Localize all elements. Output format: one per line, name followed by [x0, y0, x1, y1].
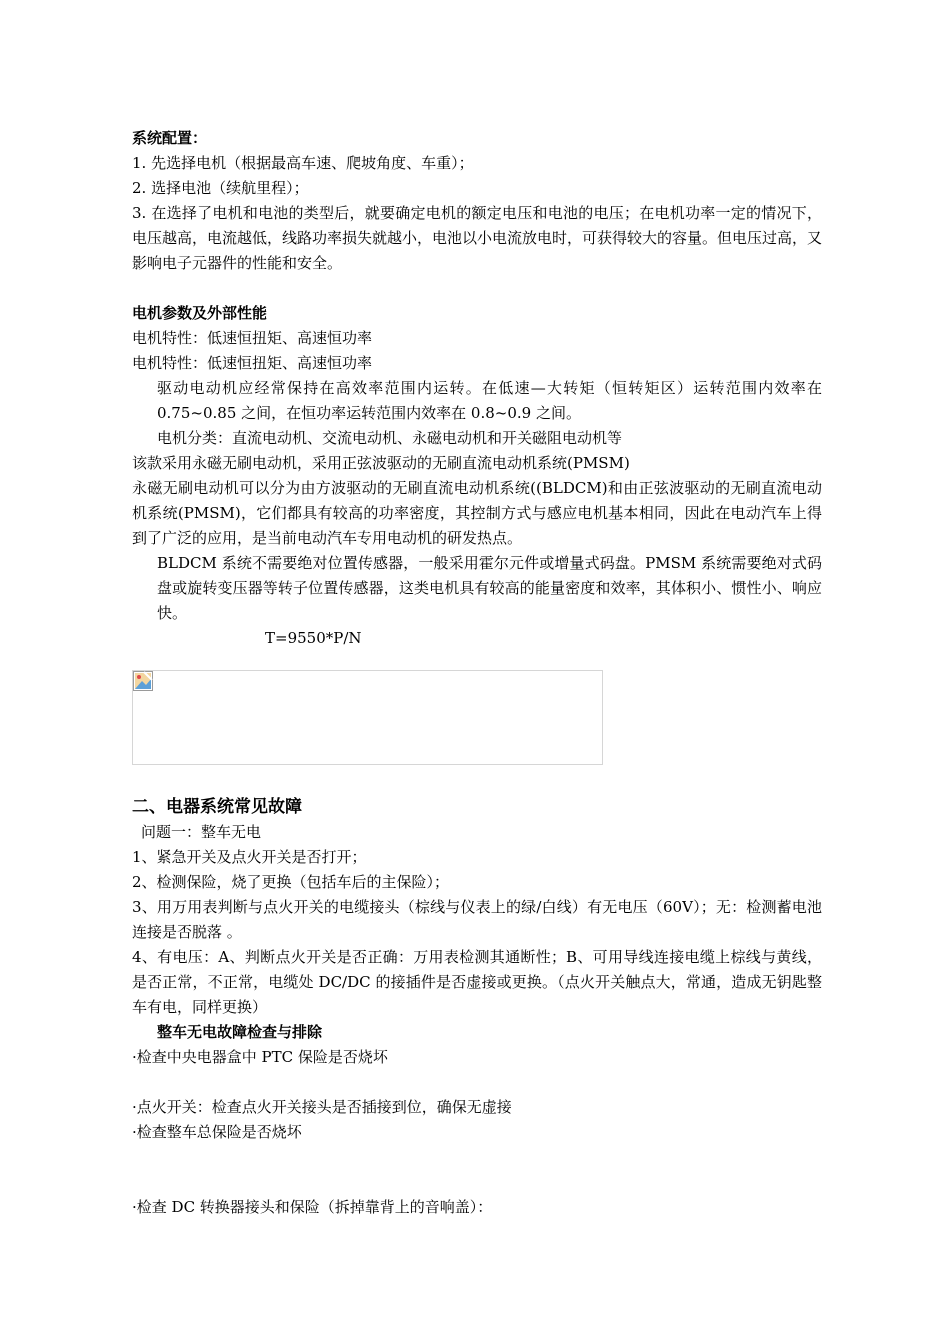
motor-efficiency-paragraph: 驱动电动机应经常保持在高效率范围内运转。在低速—大转矩（恒转矩区）运转范围内效率在 0.75~0.85 之间，在恒功率运转范围内效率在 0.8~0.9 之间。: [157, 379, 822, 422]
check-ignition-switch: ·点火开关：检查点火开关接头是否插接到位，确保无虚接: [132, 1098, 512, 1116]
check-dc-converter: ·检查 DC 转换器接头和保险（拆掉靠背上的音响盖）：: [132, 1198, 493, 1216]
spacer: [132, 1070, 822, 1095]
fault-step-3: 3、用万用表判断与点火开关的电缆接头（棕线与仪表上的绿/白线）有无电压（60V）；无：检测蓄电池连接是否脱落 。: [132, 898, 822, 941]
config-item-3: 3. 在选择了电机和电池的类型后，就要确定电机的额定电压和电池的电压；在电机功率一定的情况下，电压越高，电流越低，线路功率损失就越小，电池以小电流放电时，可获得较大的容量。但电压过高，又影响电子元器件的性能和安全。: [132, 204, 823, 272]
motor-classification: 电机分类：直流电动机、交流电动机、永磁电动机和开关磁阻电动机等: [157, 429, 623, 447]
broken-image-icon: [133, 671, 153, 691]
config-item-1: 1. 先选择电机（根据最高车速、爬坡角度、车重）；: [132, 154, 474, 172]
fault-step-2: 2、检测保险，烧了更换（包括车后的主保险）；: [132, 873, 450, 891]
motor-pm-paragraph: 永磁无刷电动机可以分为由方波驱动的无刷直流电动机系统((BLDCM)和由正弦波驱动的无刷直流电动机系统(PMSM)，它们都具有较高的功率密度，其控制方式与感应电机基本相同，因此在电动汽车上得到了广泛的应用，是当前电动汽车专用电动机的研发热点。: [132, 479, 822, 547]
motor-trait-2: 电机特性：低速恒扭矩、高速恒功率: [132, 354, 373, 372]
problem-1-title: 问题一：整车无电: [141, 823, 262, 841]
fault-step-4: 4、有电压：A、判断点火开关是否正确：万用表检测其通断性；B、可用导线连接电缆上棕线与黄线，是否正常，不正常，电缆处 DC/DC 的接插件是否虚接或更换。（点火开关触点大，常通，造成无钥匙整车有电，同样更换）: [132, 948, 822, 1016]
spacer: [132, 1145, 822, 1195]
section-motor-heading: 电机参数及外部性能: [132, 304, 268, 322]
motor-trait-1: 电机特性：低速恒扭矩、高速恒功率: [132, 329, 373, 347]
motor-adopted: 该款采用永磁无刷电动机，采用正弦波驱动的无刷直流电动机系统(PMSM): [132, 454, 630, 472]
config-item-2: 2. 选择电池（续航里程）；: [132, 179, 309, 197]
section-faults-heading: 二、电器系统常见故障: [132, 797, 302, 817]
fault-check-subheading: 整车无电故障检查与排除: [157, 1023, 323, 1041]
motor-bldcm-paragraph: BLDCM 系统不需要绝对位置传感器，一般采用霍尔元件或增量式码盘。PMSM 系统需要绝对式码盘或旋转变压器等转子位置传感器，这类电机具有较高的能量密度和效率，其体积小、惯性小、响应快。: [157, 554, 822, 622]
section-config-heading: 系统配置：: [132, 129, 208, 147]
fault-step-1: 1、紧急开关及点火开关是否打开；: [132, 848, 367, 866]
check-main-fuse: ·检查整车总保险是否烧坏: [132, 1123, 302, 1141]
spacer: [132, 276, 822, 301]
image-placeholder: [132, 670, 603, 765]
torque-formula: T=9550*P/N: [265, 629, 362, 647]
document-page: [132, 126, 822, 1220]
check-ptc-fuse: ·检查中央电器盒中 PTC 保险是否烧坏: [132, 1048, 388, 1066]
